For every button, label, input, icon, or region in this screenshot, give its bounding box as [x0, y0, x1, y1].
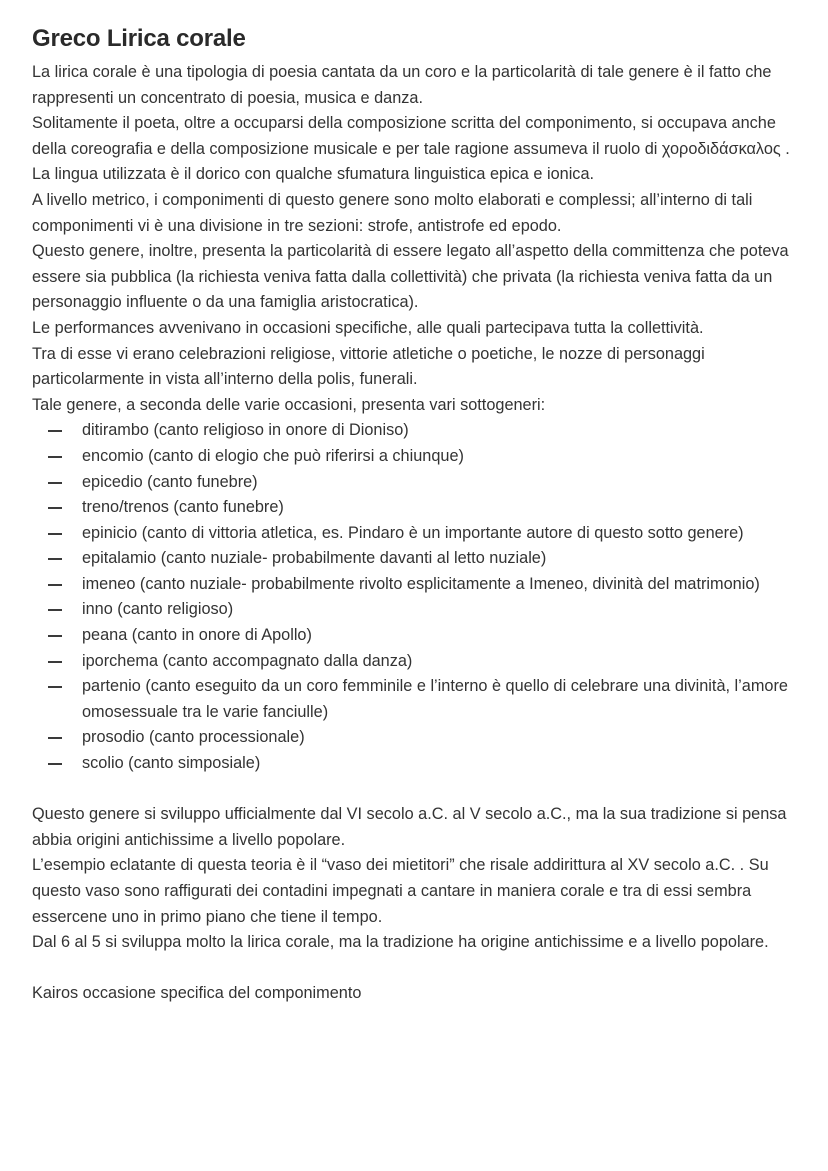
dash-bullet-icon [48, 635, 62, 637]
list-item [32, 649, 802, 675]
footer-note: Kairos occasione specifica del componimento [32, 984, 362, 1003]
list-item-text: partenio (canto eseguito da un coro femminile e l’interno è quello di celebrare una divinità, l’amore omosessuale tra le varie fanciulle) [82, 677, 788, 721]
list-item-text: iporchema (canto accompagnato dalla danza) [82, 651, 413, 670]
list-item-text: imeneo (canto nuziale- probabilmente rivolto esplicitamente a Imeneo, divinità del matrimonio) [82, 574, 760, 593]
list-item [32, 444, 802, 470]
intro-paragraph: Tra di esse vi erano celebrazioni religiose, vittorie atletiche o poetiche, le nozze di personaggi particolarmente in vista all’interno della polis, funerali. [32, 344, 705, 389]
list-item-text: epitalamio (canto nuziale- probabilmente davanti al letto nuziale) [82, 549, 547, 568]
dash-bullet-icon [48, 763, 62, 765]
dash-bullet-icon [48, 482, 62, 484]
dash-bullet-icon [48, 507, 62, 509]
history-paragraph: Questo genere si sviluppo ufficialmente dal VI secolo a.C. al V secolo a.C., ma la sua tradizione si pensa abbia origini antichissime a livello popolare. [32, 805, 787, 849]
dash-bullet-icon [48, 456, 62, 458]
list-item [32, 470, 802, 496]
dash-bullet-icon [48, 737, 62, 739]
spacer [32, 777, 802, 803]
dash-bullet-icon [48, 430, 62, 432]
list-item [32, 521, 802, 547]
intro-paragraph: Questo genere, inoltre, presenta la particolarità di essere legato all’aspetto della committenza che poteva essere sia pubblica (la richiesta veniva fatta dalla collettività) che privata (la richiesta veniva fatta da un personaggio influente o da una famiglia aristocratica). [32, 242, 789, 312]
list-item [32, 725, 802, 751]
subgenre-list [32, 418, 802, 776]
history-paragraph: L’esempio eclatante di questa teoria è il “vaso dei mietitori” che risale addirittura al XV secolo a.C. . Su questo vaso sono raffigurati dei contadini impegnati a cantare in maniera corale e tra di essi sembra essercene uno in primo piano che tiene il tempo. [32, 856, 769, 926]
page-title: Greco Lirica corale [32, 25, 246, 52]
history-paragraph: Dal 6 al 5 si sviluppa molto la lirica corale, ma la tradizione ha origine antichissime e a livello popolare. [32, 933, 769, 952]
intro-paragraph: Tale genere, a seconda delle varie occasioni, presenta vari sottogeneri: [32, 395, 546, 414]
list-item-text: encomio (canto di elogio che può riferirsi a chiunque) [82, 446, 464, 465]
list-item [32, 495, 802, 521]
list-item [32, 623, 802, 649]
dash-bullet-icon [48, 584, 62, 586]
list-item-text: epinicio (canto di vittoria atletica, es. Pindaro è un importante autore di questo sotto genere) [82, 523, 744, 542]
intro-section [32, 60, 802, 418]
list-item-text: scolio (canto simposiale) [82, 754, 261, 773]
intro-paragraph: La lirica corale è una tipologia di poesia cantata da un coro e la particolarità di tale genere è il fatto che rappresenti un concentrato di poesia, musica e danza. [32, 63, 772, 107]
intro-paragraph: Solitamente il poeta, oltre a occuparsi della composizione scritta del componimento, si occupava anche della coreografia e della composizione musicale e per tale ragione assumeva il ruolo di χοροδιδάσκαλος . [32, 114, 790, 158]
intro-paragraph: Le performances avvenivano in occasioni specifiche, alle quali partecipava tutta la collettività. [32, 318, 704, 337]
dash-bullet-icon [48, 533, 62, 535]
list-item-text: epicedio (canto funebre) [82, 472, 258, 491]
list-item-text: prosodio (canto processionale) [82, 728, 305, 747]
history-section [32, 802, 802, 956]
intro-paragraph: A livello metrico, i componimenti di questo genere sono molto elaborati e complessi; all’interno di tali componimenti vi è una divisione in tre sezioni: strofe, antistrofe ed epodo. [32, 190, 753, 235]
list-item-text: peana (canto in onore di Apollo) [82, 626, 312, 645]
list-item [32, 546, 802, 572]
list-item-text: inno (canto religioso) [82, 600, 234, 619]
dash-bullet-icon [48, 558, 62, 560]
list-item [32, 572, 802, 598]
list-item [32, 418, 802, 444]
document-page [32, 24, 802, 1007]
dash-bullet-icon [48, 686, 62, 688]
spacer [32, 956, 802, 982]
list-item [32, 751, 802, 777]
intro-paragraph: La lingua utilizzata è il dorico con qualche sfumatura linguistica epica e ionica. [32, 165, 595, 184]
list-item [32, 597, 802, 623]
list-item-text: treno/trenos (canto funebre) [82, 498, 284, 517]
dash-bullet-icon [48, 661, 62, 663]
list-item [32, 674, 802, 725]
dash-bullet-icon [48, 609, 62, 611]
list-item-text: ditirambo (canto religioso in onore di Dioniso) [82, 421, 409, 440]
